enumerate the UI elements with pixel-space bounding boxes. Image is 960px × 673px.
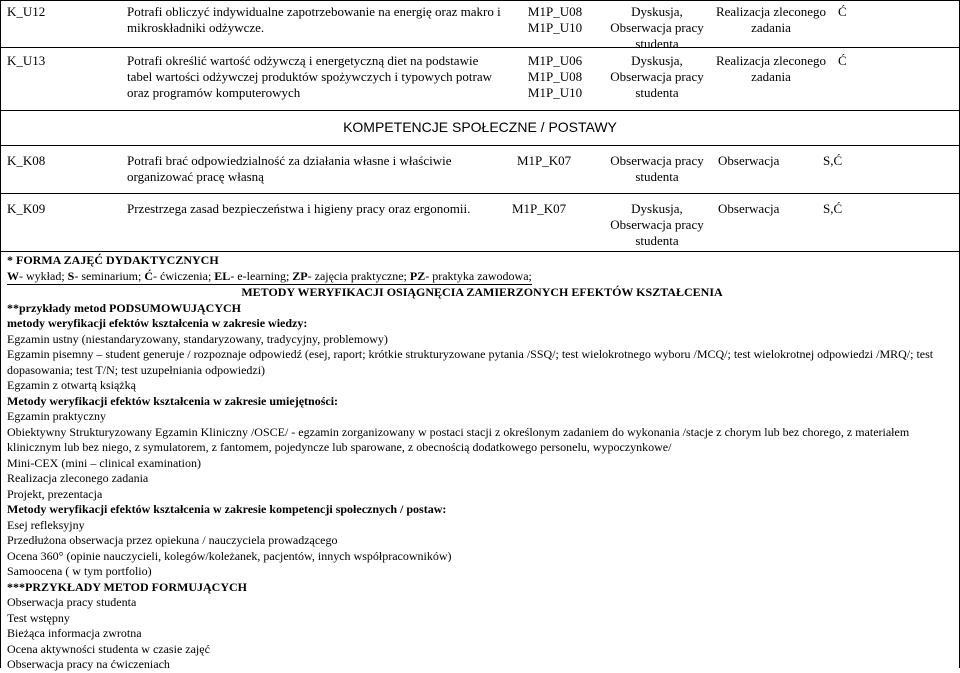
social-title: Metody weryfikacji efektów kształcenia w zakresie kompetencji społecznych / postaw: bbox=[7, 502, 447, 516]
ref-code: M1P_U08 bbox=[527, 69, 583, 84]
social-item: Esej refleksyjny bbox=[7, 517, 85, 532]
section-header-social: KOMPETENCJE SPOŁECZNE / POSTAWY bbox=[343, 119, 617, 135]
skills-title: Metody weryfikacji efektów kształcenia w zakresie umiejętności: bbox=[7, 393, 339, 408]
class-form: Ć bbox=[838, 53, 847, 68]
teaching-methods: Dyskusja, Obserwacja pracy studenta bbox=[610, 53, 704, 100]
effect-refs bbox=[505, 4, 605, 36]
row-divider bbox=[0, 193, 960, 194]
row-divider bbox=[0, 47, 960, 48]
assessment-method: Realizacja zleconego zadania bbox=[715, 53, 827, 84]
form-desc: - ćwiczenia; bbox=[153, 268, 215, 283]
form-abbr: EL bbox=[214, 268, 231, 283]
formative-title: ***PRZYKŁADY METOD FORMUJĄCYCH bbox=[7, 579, 247, 594]
methods-title: METODY WERYFIKACJI OSIĄGNĘCIA ZAMIERZONYCH EFEKTÓW KSZTAŁCENIA bbox=[241, 285, 723, 299]
formative-item: Obserwacja pracy na ćwiczeniach bbox=[7, 657, 170, 671]
form-desc: - e-learning; bbox=[230, 268, 293, 283]
teaching-methods: Dyskusja, Obserwacja pracy studenta bbox=[610, 201, 704, 248]
section-divider bbox=[0, 145, 960, 146]
form-abbr: S bbox=[67, 268, 75, 283]
effect-ref: M1P_K07 bbox=[512, 201, 567, 216]
social-item: Przedłużona obserwacja przez opiekuna / nauczyciela prowadzącego bbox=[7, 533, 338, 547]
table-bottom-border bbox=[0, 251, 960, 252]
effect-description: Potrafi określić wartość odżywczą i energetyczną diet na podstawie tabel wartości odżywczej produktów spożywczych i typowych potraw oraz programów komputerowych bbox=[127, 53, 492, 100]
effect-description: Przestrzega zasad bezpieczeństwa i higieny pracy oraz ergonomii. bbox=[127, 201, 471, 216]
effect-code: K_K08 bbox=[7, 153, 46, 168]
summative-title: **przykłady metod PODSUMOWUJĄCYCH bbox=[7, 300, 241, 315]
social-item: Ocena 360° (opinie nauczycieli, kolegów/koleżanek, pacjentów, innych współpracowników) bbox=[7, 548, 452, 563]
assessment-method: Obserwacja bbox=[718, 153, 780, 168]
class-form: Ć bbox=[838, 4, 847, 19]
ref-code: M1P_U08 bbox=[527, 4, 583, 19]
class-form: S,Ć bbox=[823, 153, 843, 168]
formative-item: Obserwacja pracy studenta bbox=[7, 595, 137, 609]
teaching-methods: Dyskusja, Obserwacja pracy studenta bbox=[610, 4, 704, 51]
formative-item: Bieżąca informacja zwrotna bbox=[7, 626, 142, 640]
skills-item: Mini-CEX (mini – clinical examination) bbox=[7, 455, 201, 470]
forms-title: * FORMA ZAJĘĆ DYDAKTYCZNYCH bbox=[7, 253, 219, 267]
social-item: Samoocena ( w tym portfolio) bbox=[7, 564, 152, 578]
teaching-methods: Obserwacja pracy studenta bbox=[610, 153, 704, 184]
forms-line bbox=[7, 269, 532, 286]
skills-item: Egzamin praktyczny bbox=[7, 409, 106, 423]
form-abbr: PZ bbox=[409, 268, 426, 283]
form-desc: - seminarium; bbox=[74, 268, 145, 283]
effect-description: Potrafi brać odpowiedzialność za działania własne i właściwie organizować pracę własną bbox=[127, 153, 452, 184]
assessment-method: Realizacja zleconego zadania bbox=[715, 4, 827, 35]
left-border bbox=[0, 0, 1, 668]
form-abbr: Ć bbox=[144, 268, 153, 283]
assessment-method: Obserwacja bbox=[718, 201, 780, 216]
form-abbr: ZP bbox=[292, 268, 308, 283]
skills-item: Obiektywny Strukturyzowany Egzamin Kliniczny /OSCE/ - egzamin zorganizowany w postaci stacji z określonym zadaniem do wykonania /stacje z chorym lub bez chorego, z materiałem klinicznym lub bez niego, z symulatorem, z fantomem, pojedyncze lub sparowane, z obecnością dodatkowego personelu, wypoczynkowe/ bbox=[7, 424, 910, 454]
form-desc: - wykład; bbox=[19, 268, 68, 283]
class-form: S,Ć bbox=[823, 201, 843, 216]
skills-item: Realizacja zleconego zadania bbox=[7, 471, 149, 485]
effect-code: K_U13 bbox=[7, 53, 46, 68]
form-desc: - praktyka zawodowa; bbox=[425, 268, 532, 283]
effect-code: K_U12 bbox=[7, 4, 46, 19]
legend bbox=[7, 253, 957, 673]
ref-code: M1P_U10 bbox=[527, 20, 583, 35]
knowledge-item: Egzamin ustny (niestandaryzowany, standaryzowany, tradycyjny, problemowy) bbox=[7, 331, 388, 346]
knowledge-title: metody weryfikacji efektów kształcenia w zakresie wiedzy: bbox=[7, 316, 308, 330]
skills-item: Projekt, prezentacja bbox=[7, 486, 103, 501]
table-top-border bbox=[0, 0, 960, 1]
ref-code: M1P_U06 bbox=[527, 53, 583, 68]
ref-code: M1P_U10 bbox=[527, 85, 583, 100]
knowledge-item: Egzamin pisemny – student generuje / rozpoznaje odpowiedź (esej, raport; krótkie strukturyzowane pytania /SSQ/; test wielokrotnego wyboru /MCQ/; test wielokrotnej odpowiedzi /MRQ/; test dopasowania; test T/N; test uzupełniania odpowiedzi) bbox=[7, 347, 934, 377]
knowledge-item: Egzamin z otwartą książką bbox=[7, 378, 136, 392]
form-abbr: W bbox=[7, 268, 19, 283]
effect-description: Potrafi obliczyć indywidualne zapotrzebowanie na energię oraz makro i mikroskładniki odżywcze. bbox=[127, 4, 501, 35]
formative-item: Ocena aktywności studenta w czasie zajęć bbox=[7, 641, 210, 656]
effect-ref: M1P_K07 bbox=[517, 153, 572, 168]
effect-refs bbox=[505, 53, 605, 101]
form-desc: - zajęcia praktyczne; bbox=[307, 268, 410, 283]
row-divider bbox=[0, 110, 960, 111]
effect-code: K_K09 bbox=[7, 201, 46, 216]
formative-item: Test wstępny bbox=[7, 610, 70, 625]
